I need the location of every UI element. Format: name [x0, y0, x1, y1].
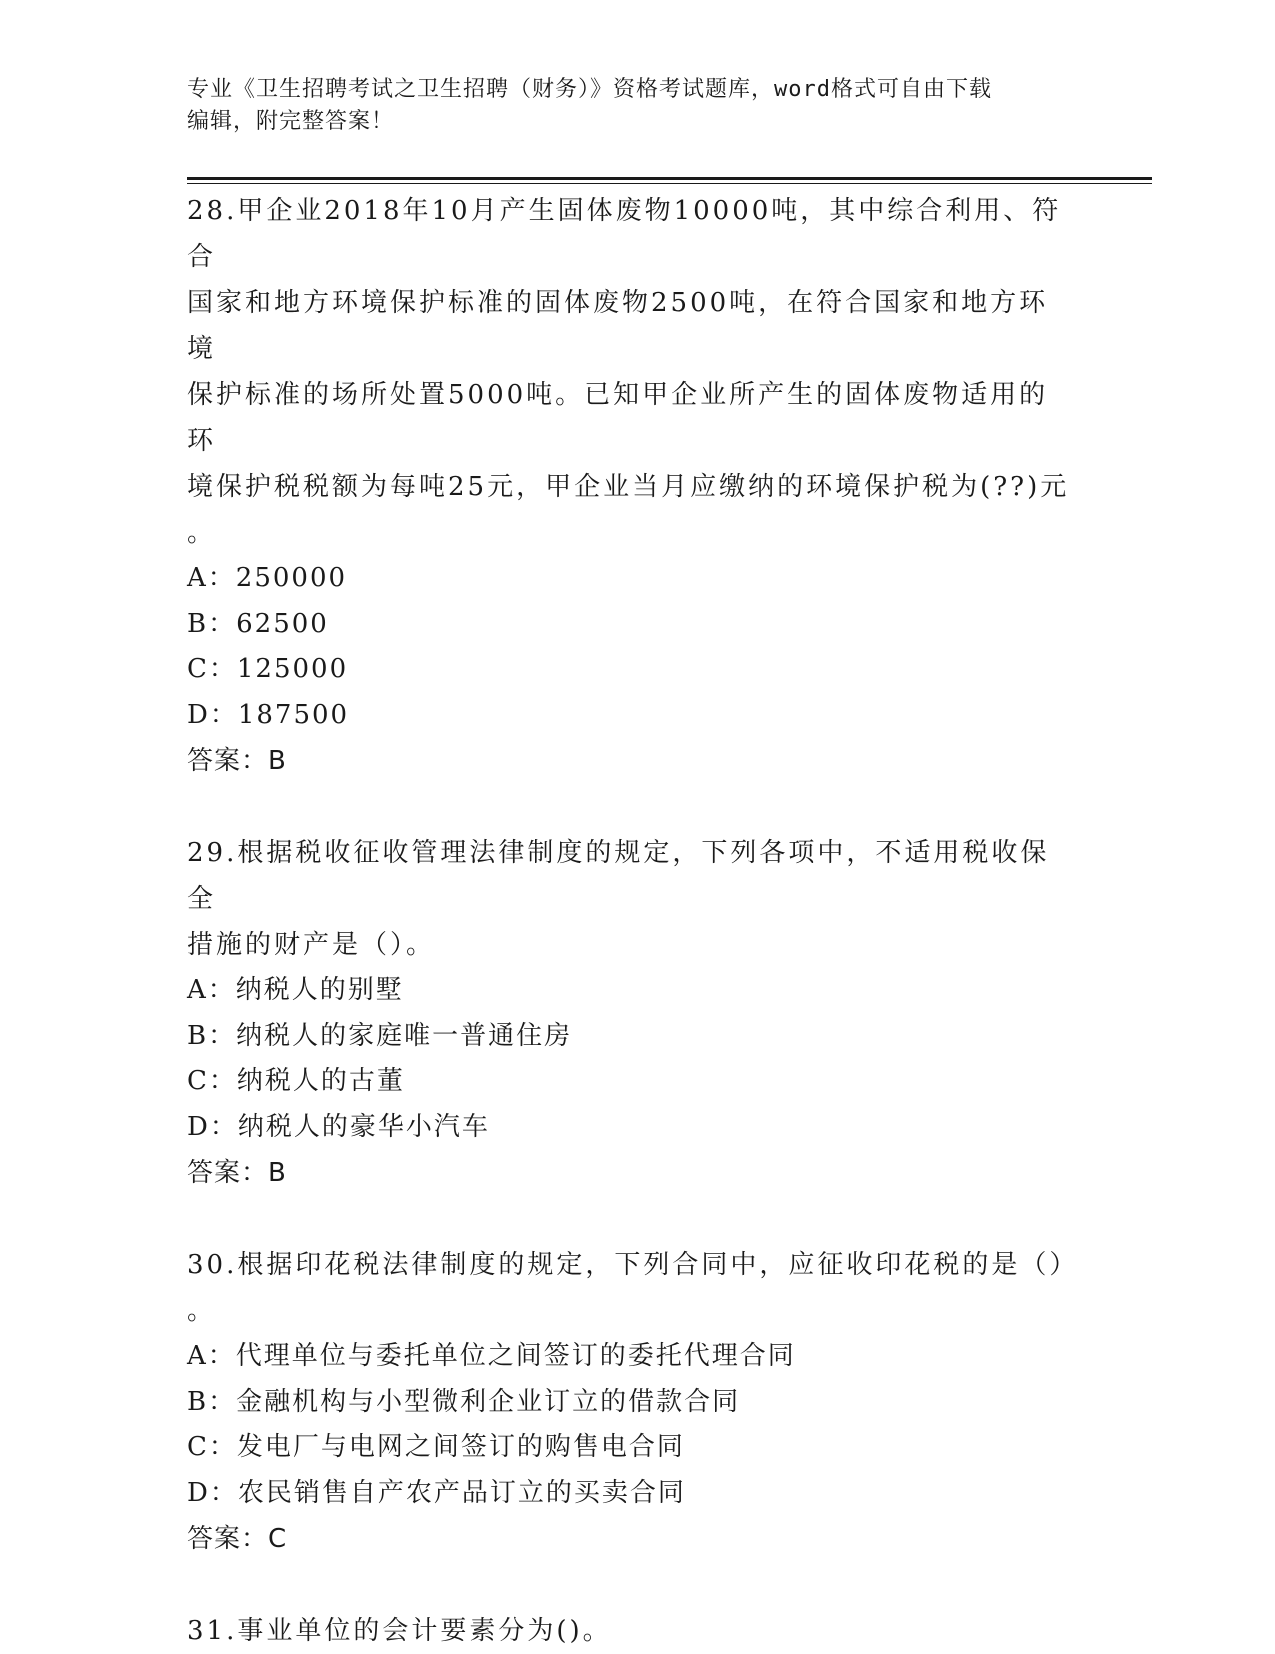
option-b: B：纳税人的家庭唯一普通住房 [187, 1020, 573, 1051]
question-text-line: 30.根据印花税法律制度的规定，下列合同中，应征收印花税的是（） [187, 1250, 1079, 1280]
option-d: D：纳税人的豪华小汽车 [187, 1111, 490, 1142]
question-block [187, 830, 1077, 1196]
answer-label: 答案：B [187, 1158, 287, 1188]
question-list [187, 188, 1077, 1654]
option-d: D：农民销售自产农产品订立的买卖合同 [187, 1477, 686, 1508]
question-text-line: 国家和地方环境保护标准的固体废物2500吨，在符合国家和地方环境 [187, 288, 1049, 364]
question-text-line: 。 [187, 1296, 217, 1326]
spacer [187, 784, 1077, 830]
option-b: B：62500 [187, 608, 329, 639]
header-line-1: 专业《卫生招聘考试之卫生招聘（财务）》资格考试题库，word格式可自由下载 [187, 77, 992, 102]
answer-label: 答案：B [187, 746, 287, 776]
option-c: C：125000 [187, 654, 349, 684]
question-text-line: 境保护税税额为每吨25元，甲企业当月应缴纳的环境保护税为(??)元 [187, 472, 1070, 502]
option-c: C：发电厂与电网之间签订的购售电合同 [187, 1432, 685, 1462]
question-block [187, 1242, 1077, 1562]
answer-label: 答案：C [187, 1524, 288, 1554]
question-text-line: 31.事业单位的会计要素分为()。 [187, 1616, 612, 1646]
option-b: B：金融机构与小型微利企业订立的借款合同 [187, 1386, 741, 1417]
option-d: D：187500 [187, 699, 350, 730]
header-divider-thick [187, 177, 1152, 180]
option-a: A：纳税人的别墅 [187, 975, 404, 1005]
question-block [187, 188, 1077, 784]
document-header [187, 74, 1067, 138]
spacer [187, 1196, 1077, 1242]
question-block [187, 1608, 1077, 1654]
header-divider-thin [187, 183, 1152, 184]
header-line-2: 编辑，附完整答案！ [187, 109, 395, 134]
question-text-line: 29.根据税收征收管理法律制度的规定，下列各项中，不适用税收保全 [187, 838, 1050, 914]
option-a: A：代理单位与委托单位之间签订的委托代理合同 [187, 1341, 796, 1371]
question-text-line: 。 [187, 518, 217, 548]
spacer [187, 1562, 1077, 1608]
option-c: C：纳税人的古董 [187, 1066, 405, 1096]
option-a: A：250000 [187, 563, 348, 593]
question-text-line: 保护标准的场所处置5000吨。已知甲企业所产生的固体废物适用的环 [187, 380, 1049, 456]
question-text-line: 28.甲企业2018年10月产生固体废物10000吨，其中综合利用、符合 [187, 196, 1062, 272]
question-text-line: 措施的财产是（）。 [187, 930, 436, 960]
